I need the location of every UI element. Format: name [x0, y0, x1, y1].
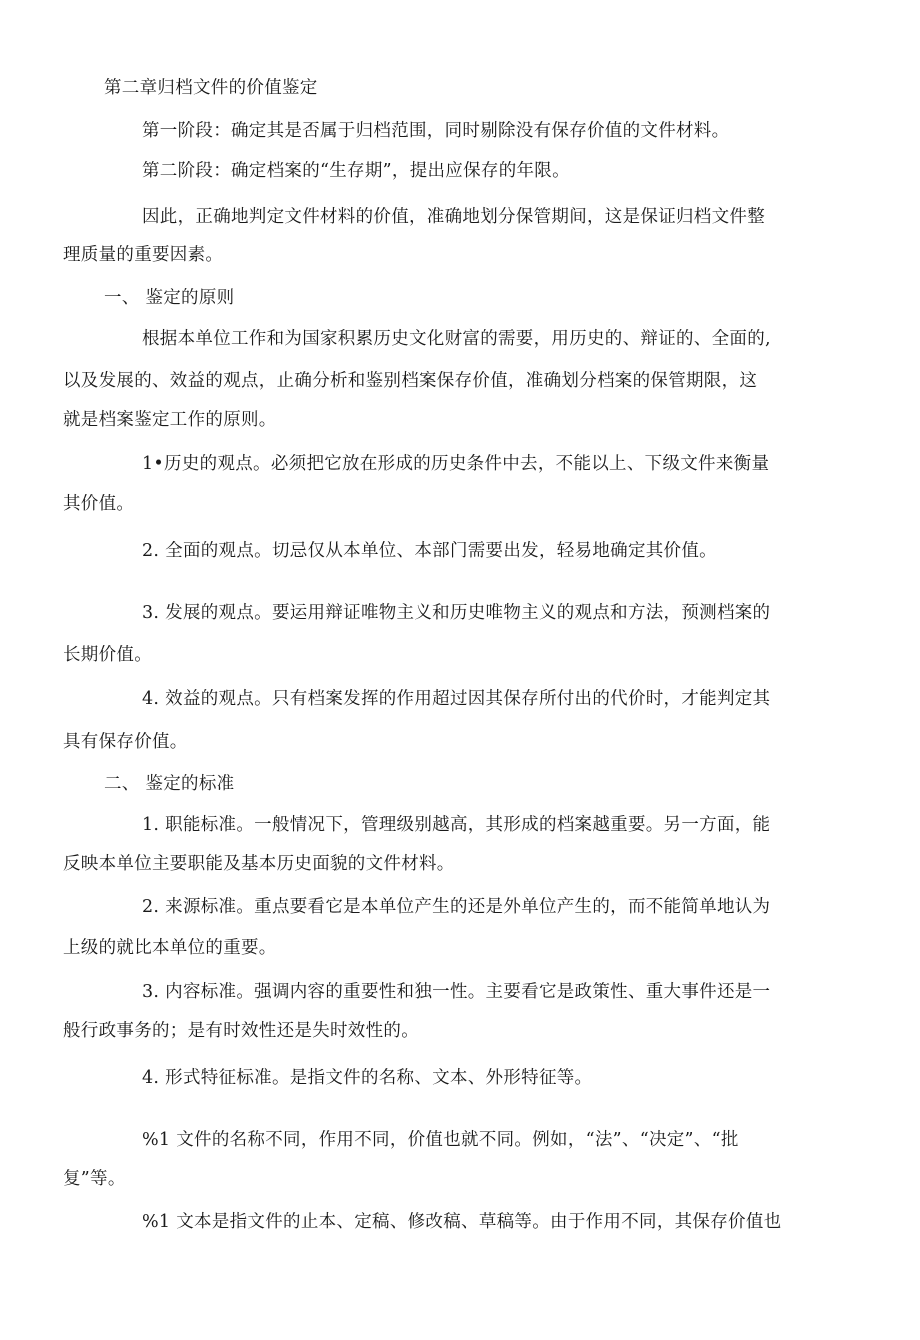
form-name-line2: 复”等。 — [63, 1169, 126, 1189]
principle-paragraph-line3: 就是档案鉴定工作的原则。 — [63, 410, 277, 430]
item-developmental-line1: 3. 发展的观点。要运用辩证唯物主义和历史唯物主义的观点和方法，预测档案的 — [142, 603, 771, 623]
section-one-heading: 一、 鉴定的原则 — [104, 288, 235, 308]
standard-source-line2: 上级的就比本单位的重要。 — [63, 938, 277, 958]
item-benefit-line2: 具有保存价值。 — [63, 732, 188, 752]
therefore-paragraph-line2: 理质量的重要因素。 — [63, 245, 224, 265]
item-developmental-line2: 长期价值。 — [63, 645, 152, 665]
form-text-line1: %1 文本是指文件的止本、定稿、修改稿、草稿等。由于作用不同，其保存价值也 — [142, 1212, 782, 1232]
item-comprehensive: 2. 全面的观点。切忌仅从本单位、本部门需要出发，轻易地确定其价值。 — [142, 541, 717, 561]
standard-content-line1: 3. 内容标准。强调内容的重要性和独一性。主要看它是政策性、重大事件还是一 — [142, 982, 771, 1002]
form-name-line1: %1 文件的名称不同，作用不同，价值也就不同。例如，“法”、“决定”、“批 — [142, 1130, 739, 1150]
standard-form: 4. 形式特征标准。是指文件的名称、文本、外形特征等。 — [142, 1068, 593, 1088]
standard-source-line1: 2. 来源标准。重点要看它是本单位产生的还是外单位产生的，而不能简单地认为 — [142, 897, 771, 917]
section-two-heading: 二、 鉴定的标准 — [104, 774, 235, 794]
chapter-title: 第二章归档文件的价值鉴定 — [104, 78, 318, 98]
standard-function-line1: 1. 职能标准。一般情况下，管理级别越高，其形成的档案越重要。另一方面，能 — [142, 815, 771, 835]
stage-two-paragraph: 第二阶段：确定档案的“生存期”，提出应保存的年限。 — [142, 161, 570, 181]
item-historical-line1: 1•历史的观点。必须把它放在形成的历史条件中去，不能以上、下级文件来衡量 — [142, 454, 770, 474]
principle-paragraph-line1: 根据本单位工作和为国家积累历史文化财富的需要，用历史的、辩证的、全面的, — [142, 329, 771, 349]
item-benefit-line1: 4. 效益的观点。只有档案发挥的作用超过因其保存所付出的代价时，才能判定其 — [142, 689, 771, 709]
principle-paragraph-line2: 以及发展的、效益的观点，止确分析和鉴别档案保存价值，准确划分档案的保管期限，这 — [63, 371, 758, 391]
item-historical-line2: 其价值。 — [63, 494, 135, 514]
standard-content-line2: 般行政事务的；是有时效性还是失时效性的。 — [63, 1021, 419, 1041]
standard-function-line2: 反映本单位主要职能及基本历史面貌的文件材料。 — [63, 854, 455, 874]
therefore-paragraph-line1: 因此，正确地判定文件材料的价值，准确地划分保管期间，这是保证归档文件整 — [142, 207, 765, 227]
stage-one-paragraph: 第一阶段：确定其是否属于归档范围，同时剔除没有保存价值的文件材料。 — [142, 121, 730, 141]
